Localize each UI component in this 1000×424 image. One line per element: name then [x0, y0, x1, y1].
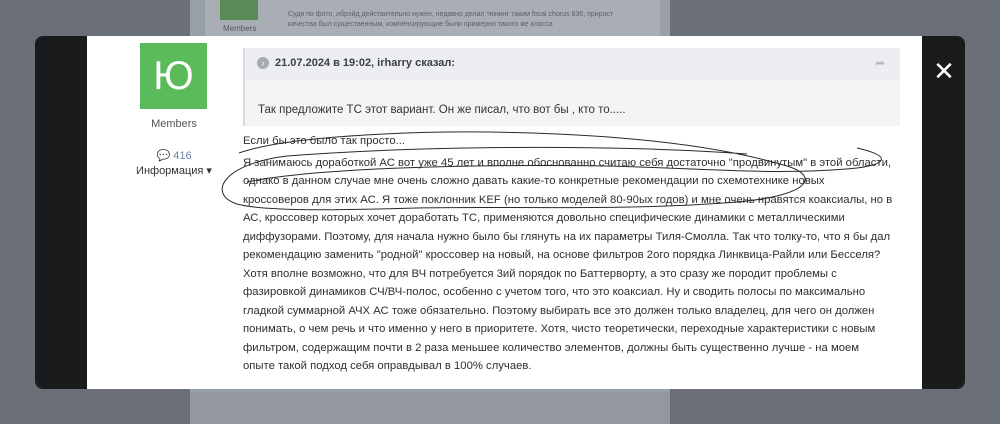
close-icon[interactable]: ✕: [933, 56, 955, 86]
background-members-label: Members: [223, 24, 257, 33]
post-paragraph: Я занимаюсь доработкой АС вот уже 45 лет и вполне обоснованно считаю себя достаточно "продвинутым" в этой области, однако в данном случае мне очень сложно давать какие-то конкретные рекомендации по схемотехнике новых кроссоверов для этих АС. Я тоже поклонник KEF (но только моделей 80-90ых годов) и мне очень нравятся коаксиалы, но в АС, кроссовер которых хочет доработать ТС, применяются довольно специфические динамики с металлическими диффузорами. Поэтому, для начала нужно было бы глянуть на их параметры Тиля-Смолла. Так что толку-то, что я бы дал рекомендацию заменить "родной" кроссовер на новый, на основе фильтров 2ого порядка Линквица-Райли или Бесселя? Хотя вполне возможно, что для ВЧ потребуется 3ий порядок по Баттерворту, а это сразу же породит проблемы с фазировкой динамиков СЧ/ВЧ-полос, особенно с учетом того, что это коаксиал. Ну и сводить полосы по максимально гладкой суммарной АЧХ АС тоже обязательно. Поэтому выбирать все это должен только владелец, для чего он должен понимать, о чем речь и что именно у него в приоритете. Хотя, чисто теоретически, переходные характеристики с новым фильтром, содержащим почти в 2 раза меньшее количество элементов, должны быть существенно лучше - на моем опыте такой подход себя оправдывал в 100% случаев.: [243, 156, 893, 372]
member-group-label: Members: [151, 118, 197, 130]
post-content: [243, 36, 903, 389]
background-avatar: [220, 0, 258, 20]
post-count-value: 416: [173, 150, 192, 162]
lightbox-image: [87, 36, 922, 389]
comment-icon: 💬: [156, 150, 171, 162]
author-sidebar: [87, 36, 237, 389]
avatar[interactable]: Ю: [140, 43, 207, 109]
background-post-text: Судя по фото, ибрэйд действительно нужен, недавно делал тюнинг таким focal chorus 836, прирост качества был существенным, компенсирующие были примерно такого же класса: [288, 11, 614, 28]
post-intro: Если бы это было так просто...: [243, 135, 406, 147]
quote-text: Так предложите ТС этот вариант. Он же писал, что вот бы , кто то.....: [258, 104, 626, 116]
post-body: [243, 132, 893, 376]
post-count: [87, 149, 261, 162]
quote-arrow-icon: ›: [257, 57, 269, 69]
info-dropdown[interactable]: Информация ▾: [136, 165, 212, 177]
share-icon[interactable]: ➦: [875, 56, 886, 70]
quote-block: [243, 48, 900, 126]
quote-header: [245, 48, 900, 80]
background-footer: [190, 392, 670, 424]
quote-author[interactable]: 21.07.2024 в 19:02, irharry сказал:: [275, 57, 456, 69]
